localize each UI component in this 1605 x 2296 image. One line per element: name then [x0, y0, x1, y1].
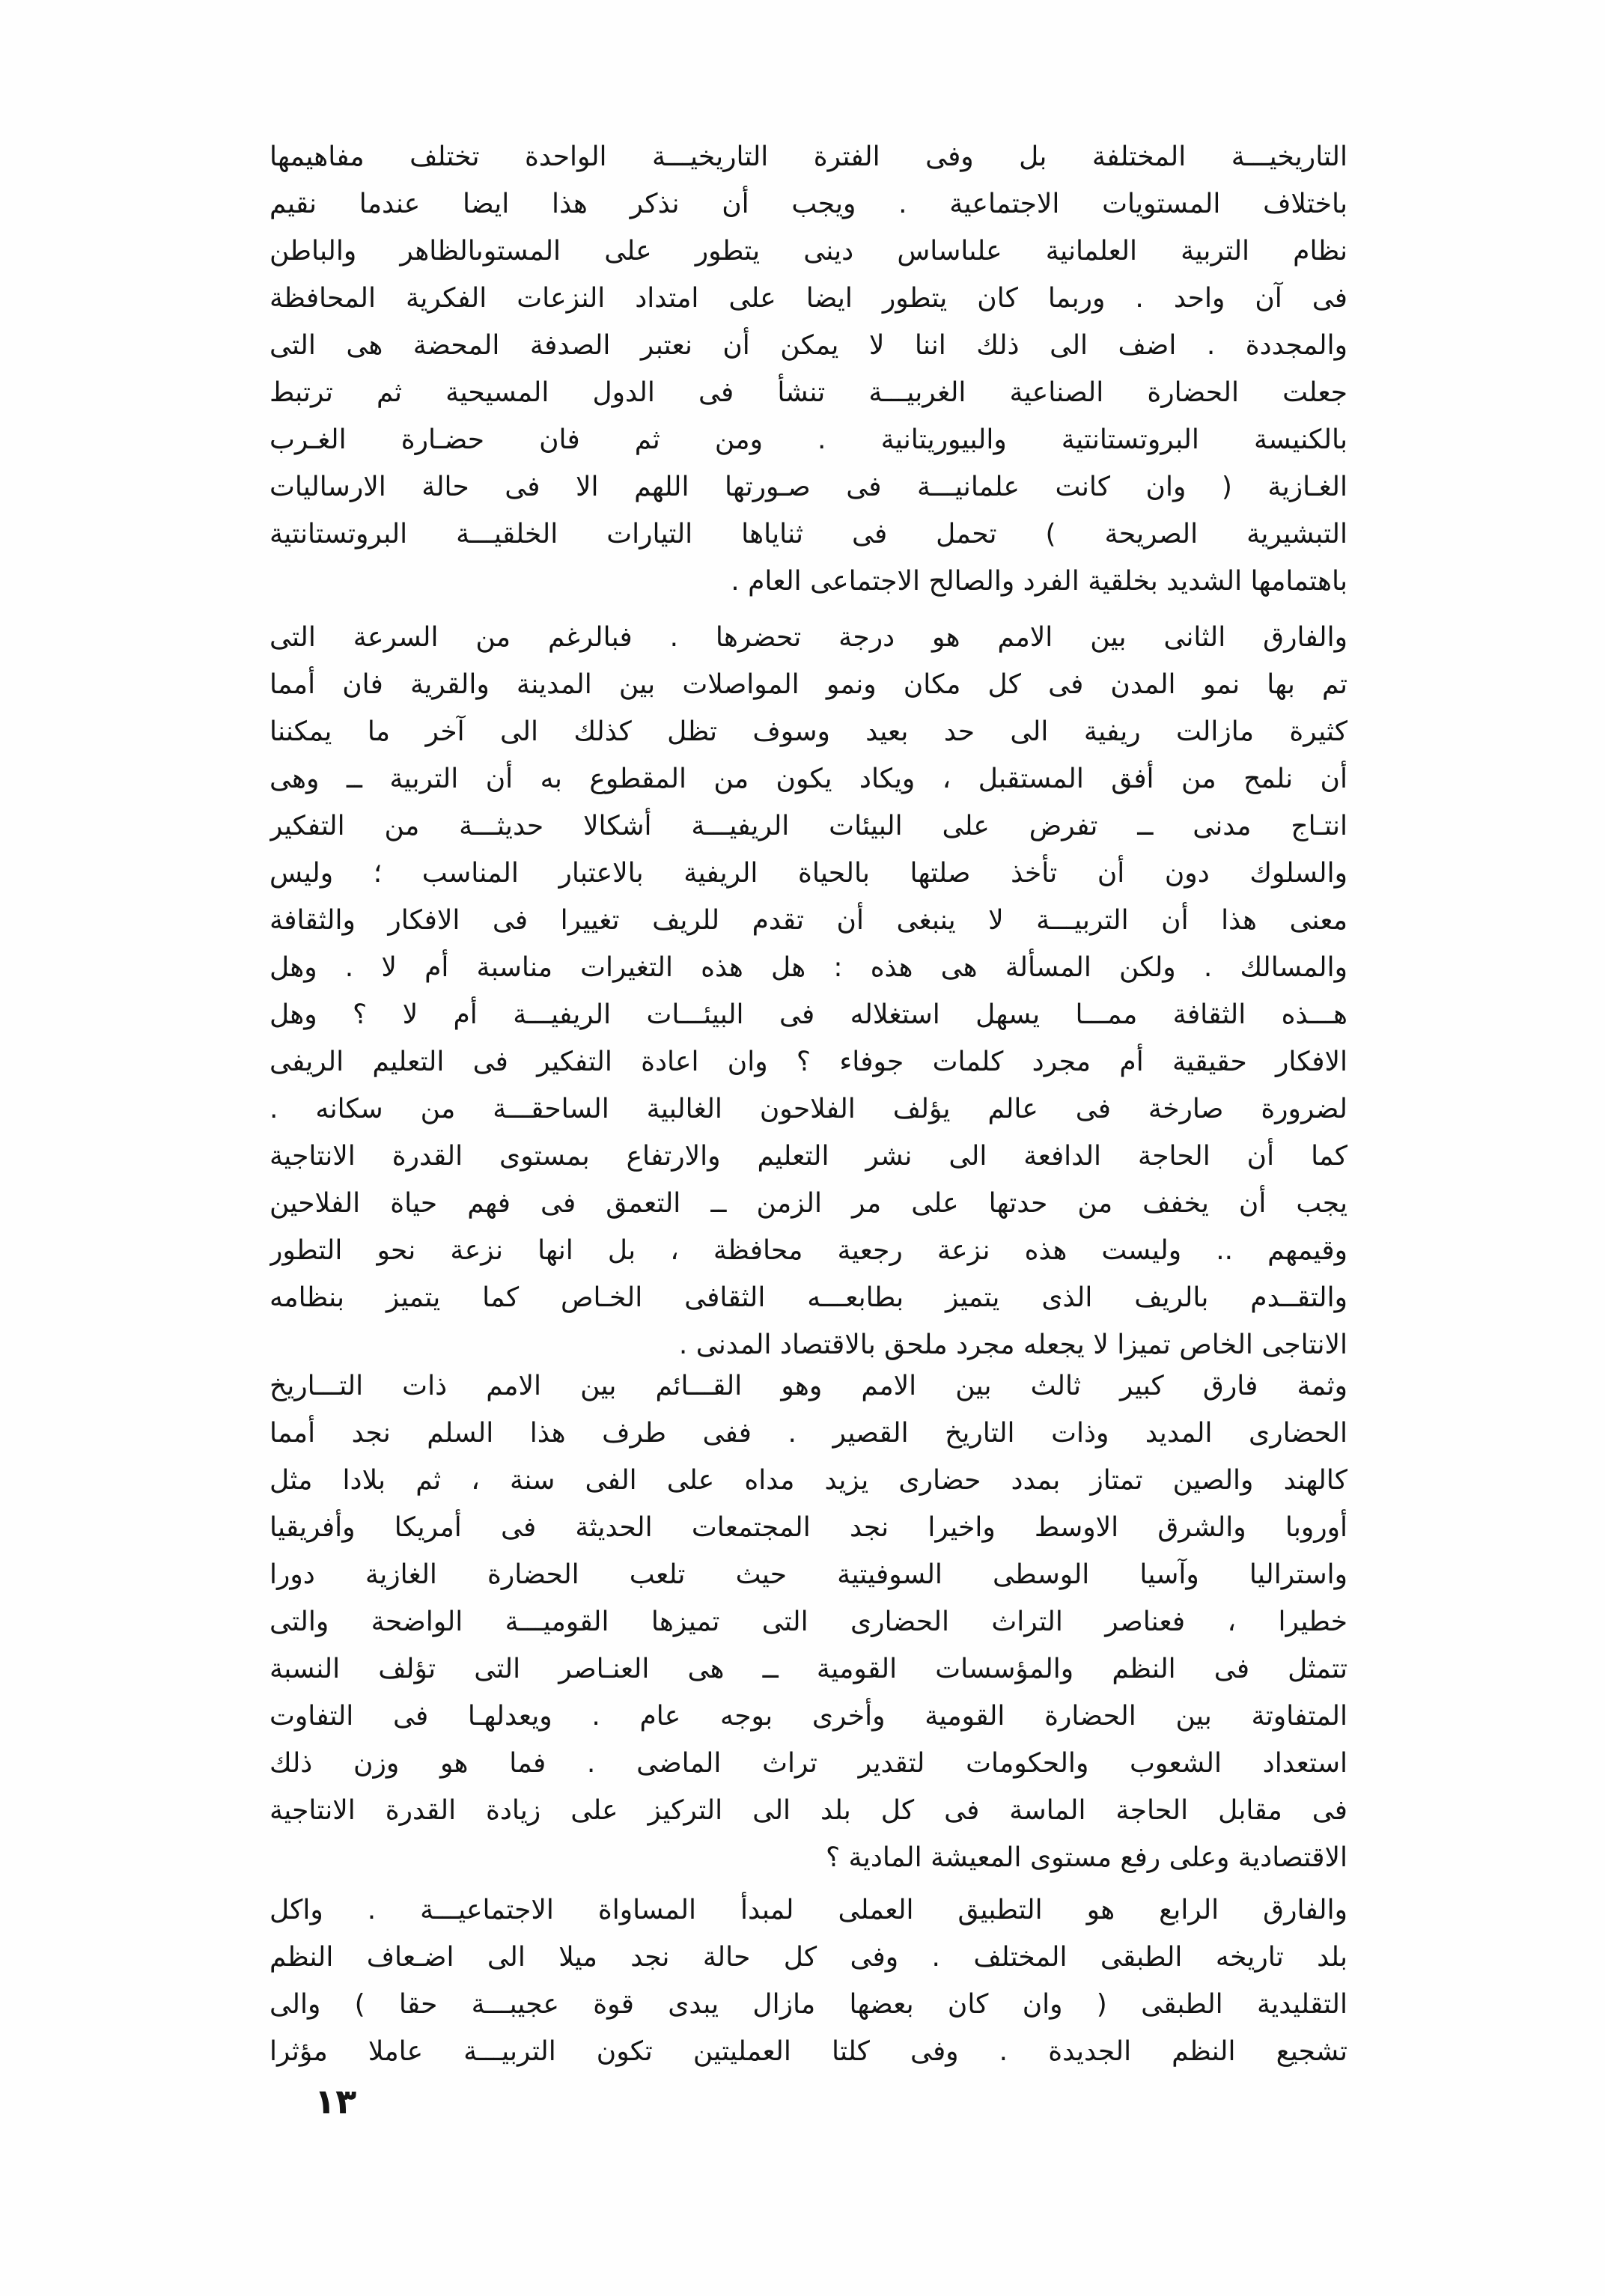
- text-line: باهتمامها الشديد بخلقية الفرد والصالح الاجتماعى العام .: [731, 566, 1347, 597]
- text-line: أن نلمح من أفق المستقبل ، ويكاد يكون من المقطوع به أن التربية ــ وهى: [269, 764, 1347, 794]
- text-line: يجب أن يخفف من حدتها على مر الزمن ــ التعمق فى فهم حياة الفلاحين: [269, 1188, 1347, 1219]
- text-line: نظام التربية العلمانية علىاساس دينى يتطور على المستوىالظاهر والباطن: [269, 236, 1347, 267]
- text-line: التبشيرية الصريحة ) تحمل فى ثناياها التيارات الخلقيـــة البروتستانتية: [269, 519, 1347, 549]
- text-line: التاريخيـــة المختلفة بل وفى الفترة التاريخيـــة الواحدة تختلف مفاهيمها: [269, 141, 1347, 172]
- text-line: الانتاجى الخاص تميزا لا يجعله مجرد ملحق بالاقتصاد المدنى .: [678, 1330, 1347, 1360]
- text-line: بلد تاريخه الطبقى المختلف . وفى كل حالة نجد ميلا الى اضـعاف النظم: [269, 1942, 1347, 1973]
- text-line: باختلاف المستويات الاجتماعية . ويجب أن نذكر هذا ايضا عندما نقيم: [269, 189, 1347, 219]
- text-line: وثمة فارق كبير ثالث بين الامم وهو القـــائم بين الامم ذات التـــاريخ: [269, 1371, 1347, 1401]
- text-line: التقليدية الطبقى ( وان كان بعضها مازال يبدى قوة عجيبـــة حقا ) والى: [269, 1989, 1347, 2020]
- text-line: تشجيع النظم الجديدة . وفى كلتا العمليتين تكون التربيـــة عاملا مؤثرا: [269, 2036, 1347, 2067]
- text-line: فى مقابل الحاجة الماسة فى كل بلد الى التركيز على زيادة القدرة الانتاجية: [269, 1795, 1347, 1826]
- text-line: لضرورة صارخة فى عالم يؤلف الفلاحون الغالبية الساحقـــة من سكانه .: [269, 1094, 1347, 1124]
- paragraph: [269, 614, 1347, 1368]
- text-line: استعداد الشعوب والحكومات لتقدير تراث الماضى . فما هو وزن ذلك: [269, 1748, 1347, 1779]
- text-line: المتفاوتة بين الحضارة القومية وأخرى بوجه عام . ويعدلهـا فى التفاوت: [269, 1701, 1347, 1732]
- text-line: تتمثل فى النظم والمؤسسات القومية ــ هى العنـاصر التى تؤلف النسبة: [269, 1654, 1347, 1684]
- paragraph: [269, 1362, 1347, 1881]
- text-line: والتقــدم بالريف الذى يتميز بطابعـــه الثقافى الخـاص كما يتميز بنظامه: [269, 1282, 1347, 1313]
- text-line: كالهند والصين تمتاز بمدد حضارى يزيد مداه على الفى سنة ، ثم بلادا مثل: [269, 1465, 1347, 1496]
- text-line: والفارق الرابع هو التطبيق العملى لمبدأ المساواة الاجتماعيـــة . واكل: [269, 1895, 1347, 1925]
- paragraph: [269, 133, 1347, 605]
- text-line: انتـاج مدنى ــ تفرض على البيئات الريفيـــة أشكالا حديثـــة من التفكير: [269, 811, 1347, 841]
- text-line: هـــذه الثقافة ممـــا يسهل استغلاله فى البيئـــات الريفيـــة أم لا ؟ وهل: [269, 999, 1347, 1030]
- text-line: بالكنيسة البروتستانتية والبيوريتانية . ومن ثم فان حضـارة الغـرب: [269, 424, 1347, 455]
- text-line: خطيرا ، فعناصر التراث الحضارى التى تميزها القوميـــة الواضحة والتى: [269, 1607, 1347, 1637]
- paragraph: [269, 1887, 1347, 2075]
- text-line: والمسالك . ولكن المسألة هى هذه : هل هذه التغيرات مناسبة أم لا . وهل: [269, 952, 1347, 983]
- text-line: كثيرة مازالت ريفية الى حد بعيد وسوف تظل كذلك الى آخر ما يمكننا: [269, 716, 1347, 747]
- text-line: الافكار حقيقية أم مجرد كلمات جوفاء ؟ وان اعادة التفكير فى التعليم الريفى: [269, 1047, 1347, 1077]
- text-line: والسلوك دون أن تأخذ صلتها بالحياة الريفية بالاعتبار المناسب ؛ وليس: [269, 858, 1347, 889]
- text-line: وقيمهم .. وليست هذه نزعة رجعية محافظة ، بل انها نزعة نحو التطور: [269, 1235, 1347, 1266]
- text-line: أوروبا والشرق الاوسط واخيرا نجد المجتمعات الحديثة فى أمريكا وأفريقيا: [269, 1512, 1347, 1543]
- text-line: الاقتصادية وعلى رفع مستوى المعيشة المادية ؟: [825, 1842, 1347, 1873]
- text-line: الغـازية ( وان كانت علمانيـــة فى صـورتها اللهم الا فى حالة الارساليات: [269, 472, 1347, 502]
- text-line: والفارق الثانى بين الامم هو درجة تحضرها . فبالرغم من السرعة التى: [269, 622, 1347, 653]
- text-line: فى آن واحد . وربما كان يتطور ايضا على امتداد النزعات الفكرية المحافظة: [269, 283, 1347, 314]
- text-line: كما أن الحاجة الدافعة الى نشر التعليم والارتفاع بمستوى القدرة الانتاجية: [269, 1141, 1347, 1172]
- text-line: الحضارى المديد وذات التاريخ القصير . ففى طرف هذا السلم نجد أمما: [269, 1418, 1347, 1449]
- text-line: معنى هذا أن التربيـــة لا ينبغى أن تقدم للريف تغييرا فى الافكار والثقافة: [269, 905, 1347, 936]
- page-number: ١٣: [314, 2081, 357, 2122]
- text-line: تم بها نمو المدن فى كل مكان ونمو المواصلات بين المدينة والقرية فان أمما: [269, 669, 1347, 700]
- text-line: جعلت الحضارة الصناعية الغربيـــة تنشأ فى الدول المسيحية ثم ترتبط: [269, 377, 1347, 408]
- text-line: والمجددة . اضف الى ذلك اننا لا يمكن أن نعتبر الصدفة المحضة هى التى: [269, 330, 1347, 361]
- text-line: واستراليا وآسيا الوسطى السوفيتية حيث تلعب الحضارة الغازية دورا: [269, 1559, 1347, 1590]
